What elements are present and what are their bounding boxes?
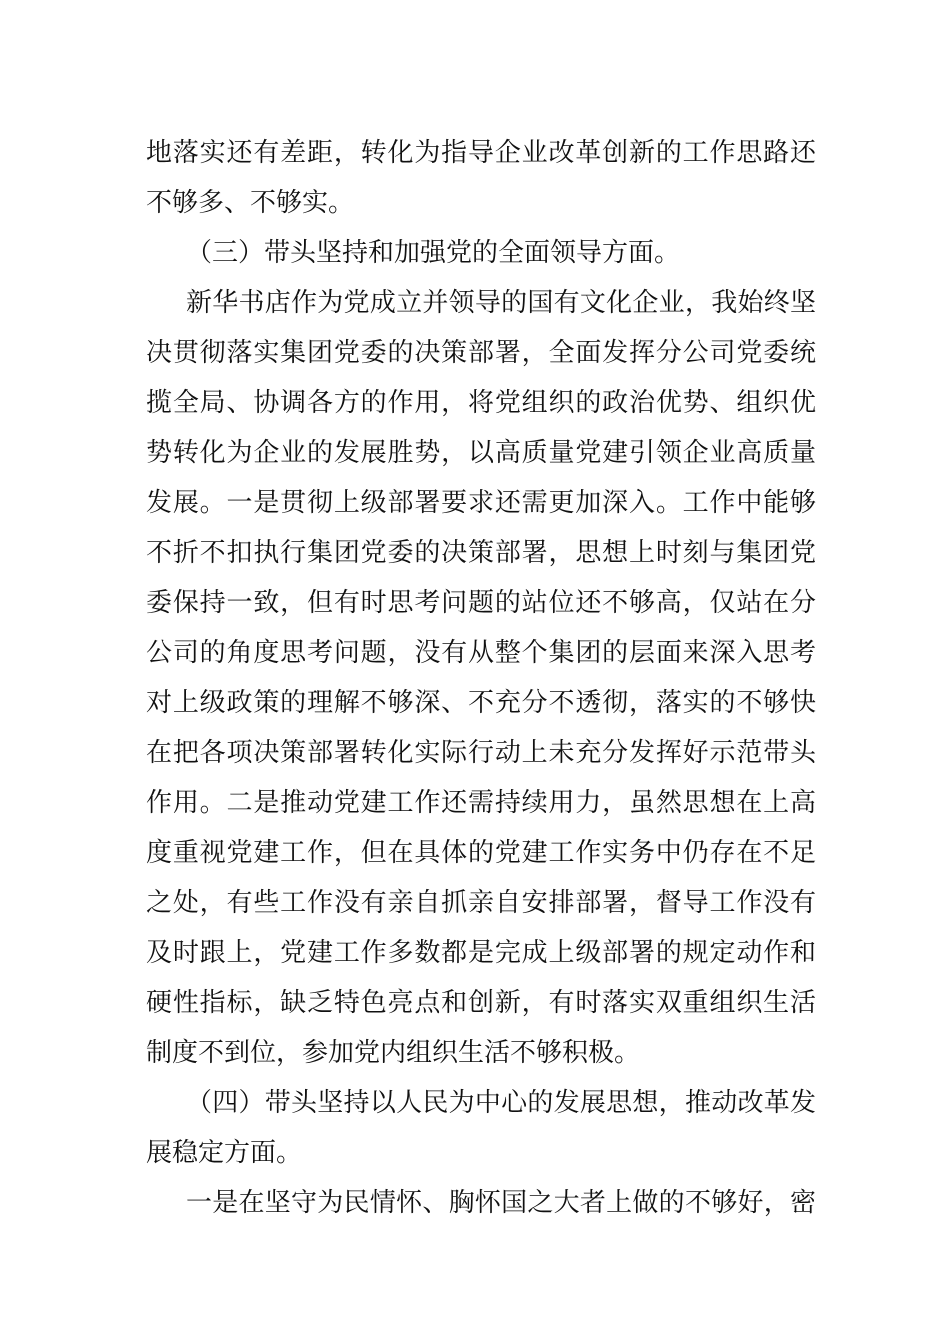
text-line: 地落实还有差距，转化为指导企业改革创新的工作思路还 [146,138,816,168]
text-line: 在把各项决策部署转化实际行动上未充分发挥好示范带头 [146,738,816,768]
text-line: 制度不到位，参加党内组织生活不够积极。 [146,1038,641,1068]
text-line: 对上级政策的理解不够深、不充分不透彻，落实的不够快 [146,688,816,718]
section-heading: （三）带头坚持和加强党的全面领导方面。 [186,238,681,268]
text-line: 硬性指标，缺乏特色亮点和创新，有时落实双重组织生活 [146,988,816,1018]
text-line: 不够多、不够实。 [146,188,355,218]
text-line: 决贯彻落实集团党委的决策部署，全面发挥分公司党委统 [146,338,816,368]
text-line: 度重视党建工作，但在具体的党建工作实务中仍存在不足 [146,838,816,868]
text-line: 委保持一致，但有时思考问题的站位还不够高，仅站在分 [146,588,816,618]
section-heading: （四）带头坚持以人民为中心的发展思想，推动改革发 [186,1088,816,1118]
section-heading-continuation: 展稳定方面。 [146,1138,303,1168]
text-line: 公司的角度思考问题，没有从整个集团的层面来深入思考 [146,638,816,668]
text-line: 新华书店作为党成立并领导的国有文化企业，我始终坚 [186,288,816,318]
text-line: 及时跟上，党建工作多数都是完成上级部署的规定动作和 [146,938,816,968]
text-line: 之处，有些工作没有亲自抓亲自安排部署，督导工作没有 [146,888,816,918]
text-line: 发展。一是贯彻上级部署要求还需更加深入。工作中能够 [146,488,816,518]
text-line: 作用。二是推动党建工作还需持续用力，虽然思想在上高 [146,788,816,818]
text-line: 势转化为企业的发展胜势，以高质量党建引领企业高质量 [146,438,816,468]
text-line: 一是在坚守为民情怀、胸怀国之大者上做的不够好，密 [186,1188,816,1218]
text-line: 不折不扣执行集团党委的决策部署，思想上时刻与集团党 [146,538,816,568]
text-line: 揽全局、协调各方的作用，将党组织的政治优势、组织优 [146,388,816,418]
